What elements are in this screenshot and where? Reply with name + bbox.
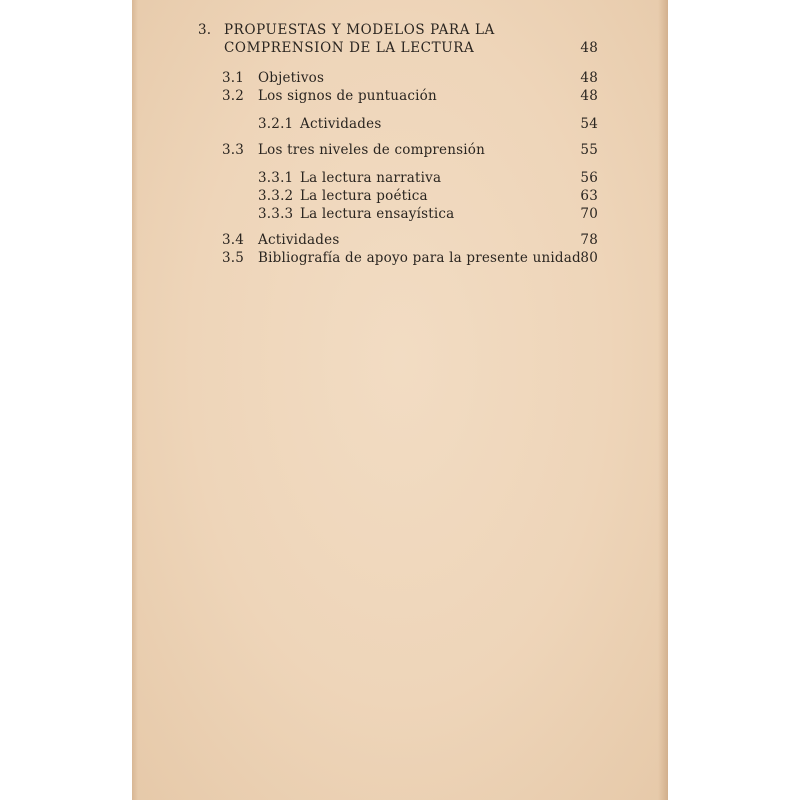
entry-title: Los tres niveles de comprensión: [258, 142, 486, 158]
table-of-contents: [198, 20, 598, 266]
entry-page: 78: [580, 232, 598, 248]
entry-title: La lectura ensayística: [300, 206, 455, 222]
page-shadow-left: [132, 0, 138, 800]
entry-number: 3.3.1: [258, 170, 294, 186]
chapter-heading-cont: [198, 38, 598, 58]
toc-entry-3-1: [198, 68, 598, 88]
entry-page: 48: [580, 88, 598, 104]
toc-entry-3-5: [198, 248, 598, 268]
toc-entry-3-3: [198, 140, 598, 160]
entry-title: Actividades: [300, 116, 382, 132]
toc-entry-3-3-3: [198, 204, 598, 224]
entry-page: 48: [580, 70, 598, 86]
toc-entry-3-3-2: [198, 186, 598, 206]
toc-entry-3-3-1: [198, 168, 598, 188]
toc-entry-3-2: [198, 86, 598, 106]
entry-number: 3.3: [222, 142, 245, 158]
entry-title: La lectura narrativa: [300, 170, 442, 186]
entry-page: 55: [580, 142, 598, 158]
entry-number: 3.2: [222, 88, 245, 104]
entry-title: Objetivos: [258, 70, 325, 86]
chapter-title-line1: PROPUESTAS Y MODELOS PARA LA: [224, 22, 495, 38]
entry-title: Bibliografía de apoyo para la presente unidad: [258, 250, 581, 266]
entry-page: 56: [580, 170, 598, 186]
entry-number: 3.5: [222, 250, 245, 266]
entry-number: 3.3.3: [258, 206, 294, 222]
chapter-title-line2: COMPRENSION DE LA LECTURA: [224, 40, 475, 56]
entry-title: La lectura poética: [300, 188, 428, 204]
book-page: [132, 0, 668, 800]
entry-number: 3.4: [222, 232, 245, 248]
chapter-page: 48: [580, 40, 598, 56]
entry-title: Actividades: [258, 232, 340, 248]
toc-entry-3-4: [198, 230, 598, 250]
entry-number: 3.3.2: [258, 188, 294, 204]
entry-page: 54: [580, 116, 598, 132]
chapter-heading: [198, 20, 598, 40]
chapter-number: 3.: [198, 22, 212, 38]
entry-page: 70: [580, 206, 598, 222]
entry-number: 3.1: [222, 70, 245, 86]
entry-page: 63: [580, 188, 598, 204]
toc-entry-3-2-1: [198, 114, 598, 134]
entry-title: Los signos de puntuación: [258, 88, 437, 104]
page-shadow-right: [658, 0, 668, 800]
entry-page: 80: [580, 250, 598, 266]
entry-number: 3.2.1: [258, 116, 294, 132]
